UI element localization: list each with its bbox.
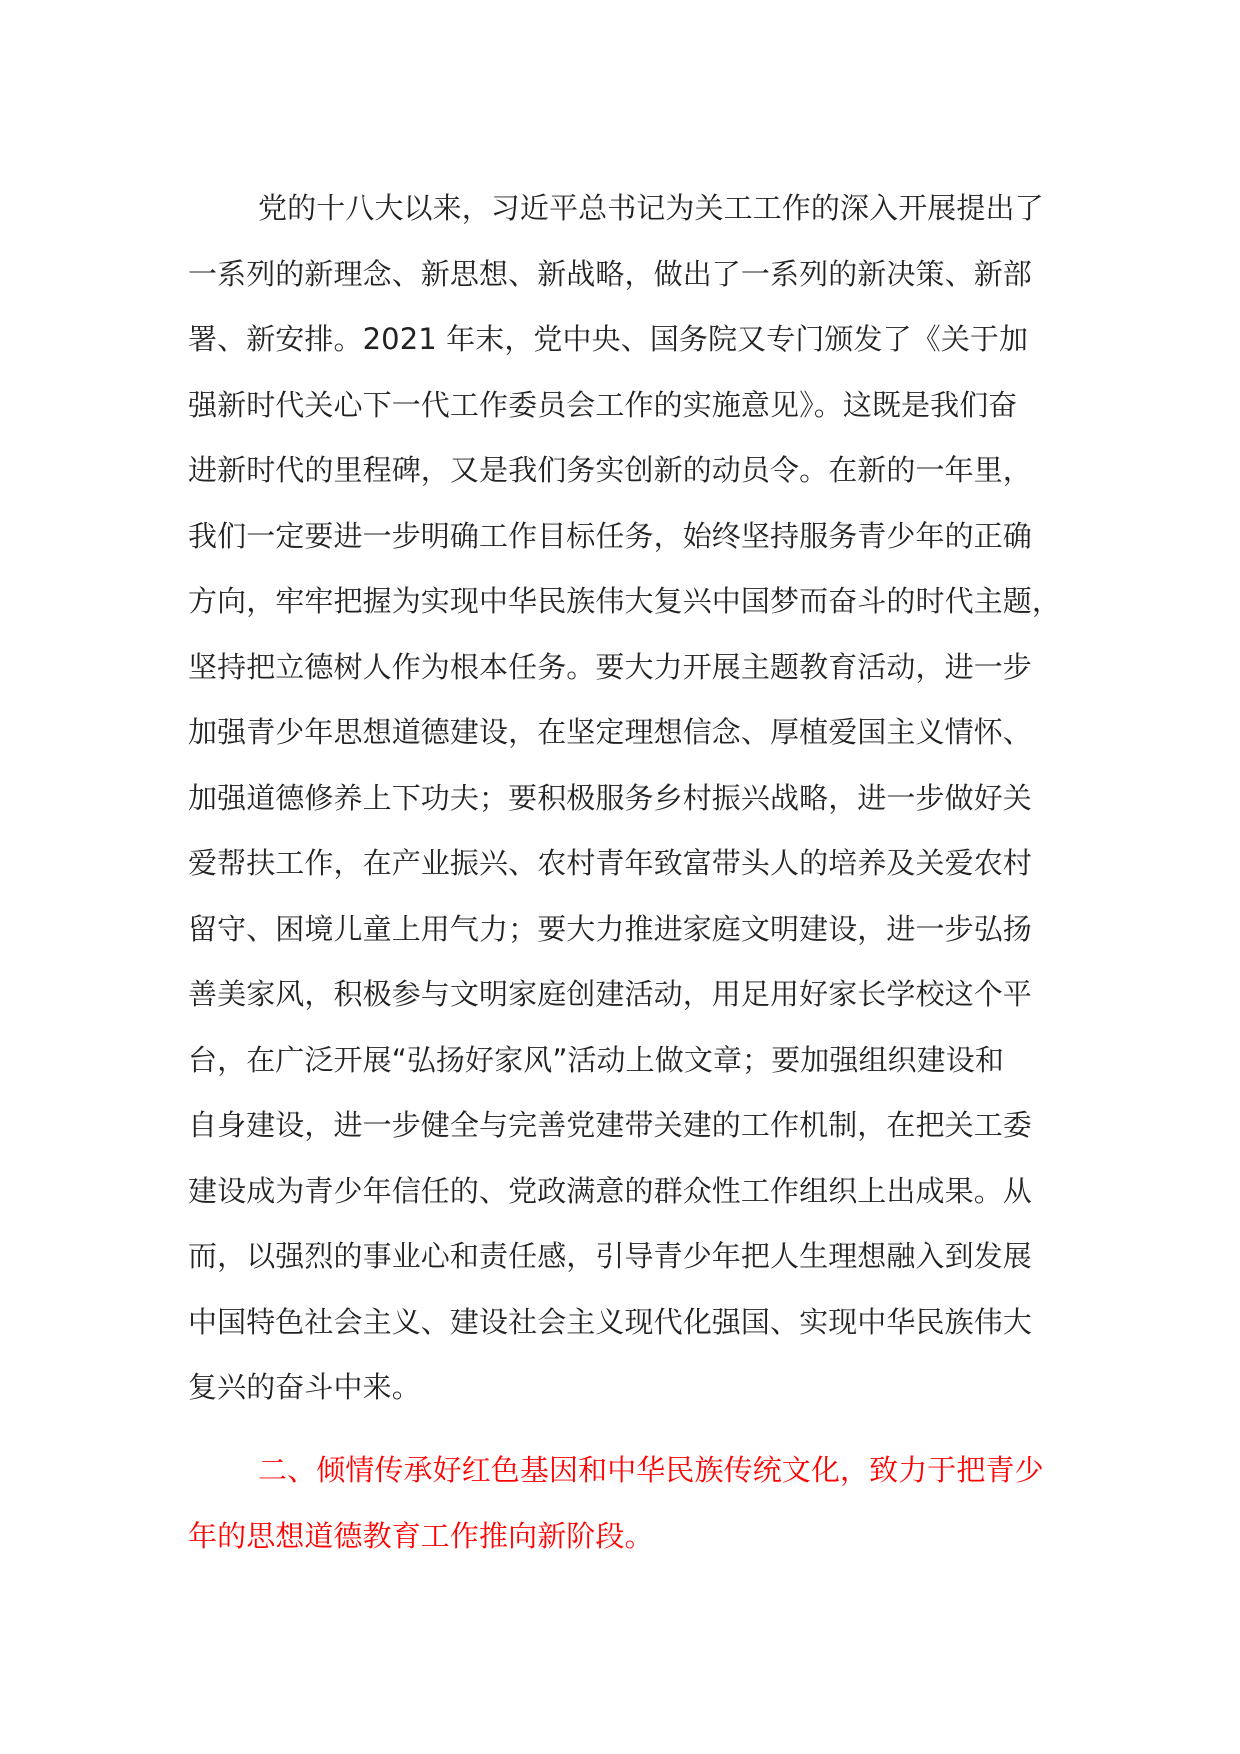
paragraph-line: 加强青少年思想道德建设，在坚定理想信念、厚植爱国主义情怀、 [188, 715, 1032, 749]
paragraph-line: 而，以强烈的事业心和责任感，引导青少年把人生理想融入到发展 [188, 1239, 1032, 1273]
paragraph-line: 署、新安排。2021 年末，党中央、国务院又专门颁发了《关于加 [188, 322, 1029, 356]
body-paragraph [188, 176, 1063, 1421]
paragraph-line: 中国特色社会主义、建设社会主义现代化强国、实现中华民族伟大 [188, 1304, 1032, 1339]
paragraph-line: 方向，牢牢把握为实现中华民族伟大复兴中国梦而奋斗的时代主题， [188, 584, 1062, 618]
paragraph-line: 建设成为青少年信任的、党政满意的群众性工作组织上出成果。从 [188, 1173, 1032, 1208]
paragraph-line: 强新时代关心下一代工作委员会工作的实施意见》。这既是我们奋 [188, 387, 1018, 422]
paragraph-line: 进新时代的里程碑，又是我们务实创新的动员令。在新的一年里， [188, 453, 1032, 487]
paragraph-line: 我们一定要进一步明确工作目标任务，始终坚持服务青少年的正确 [188, 518, 1032, 553]
heading-line: 年的思想道德教育工作推向新阶段。 [188, 1518, 654, 1553]
paragraph-line: 党的十八大以来，习近平总书记为关工工作的深入开展提出了 [258, 191, 1044, 225]
paragraph-line: 自身建设，进一步健全与完善党建带关建的工作机制，在把关工委 [188, 1108, 1032, 1142]
paragraph-line: 加强道德修养上下功夫；要积极服务乡村振兴战略，进一步做好关 [188, 780, 1032, 815]
heading-line: 二、倾情传承好红色基因和中华民族传统文化，致力于把青少 [258, 1453, 1044, 1487]
paragraph-line: 坚持把立德树人作为根本任务。要大力开展主题教育活动，进一步 [188, 649, 1032, 684]
paragraph-line: 复兴的奋斗中来。 [188, 1370, 421, 1404]
section-heading [188, 1438, 1063, 1569]
paragraph-line: 留守、困境儿童上用气力；要大力推进家庭文明建设，进一步弘扬 [188, 911, 1032, 946]
paragraph-line: 善美家风，积极参与文明家庭创建活动，用足用好家长学校这个平 [188, 977, 1032, 1011]
paragraph-line: 台，在广泛开展“弘扬好家风”活动上做文章；要加强组织建设和 [188, 1042, 1004, 1077]
paragraph-line: 一系列的新理念、新思想、新战略，做出了一系列的新决策、新部 [188, 256, 1032, 291]
paragraph-line: 爱帮扶工作，在产业振兴、农村青年致富带头人的培养及关爱农村 [188, 846, 1032, 880]
